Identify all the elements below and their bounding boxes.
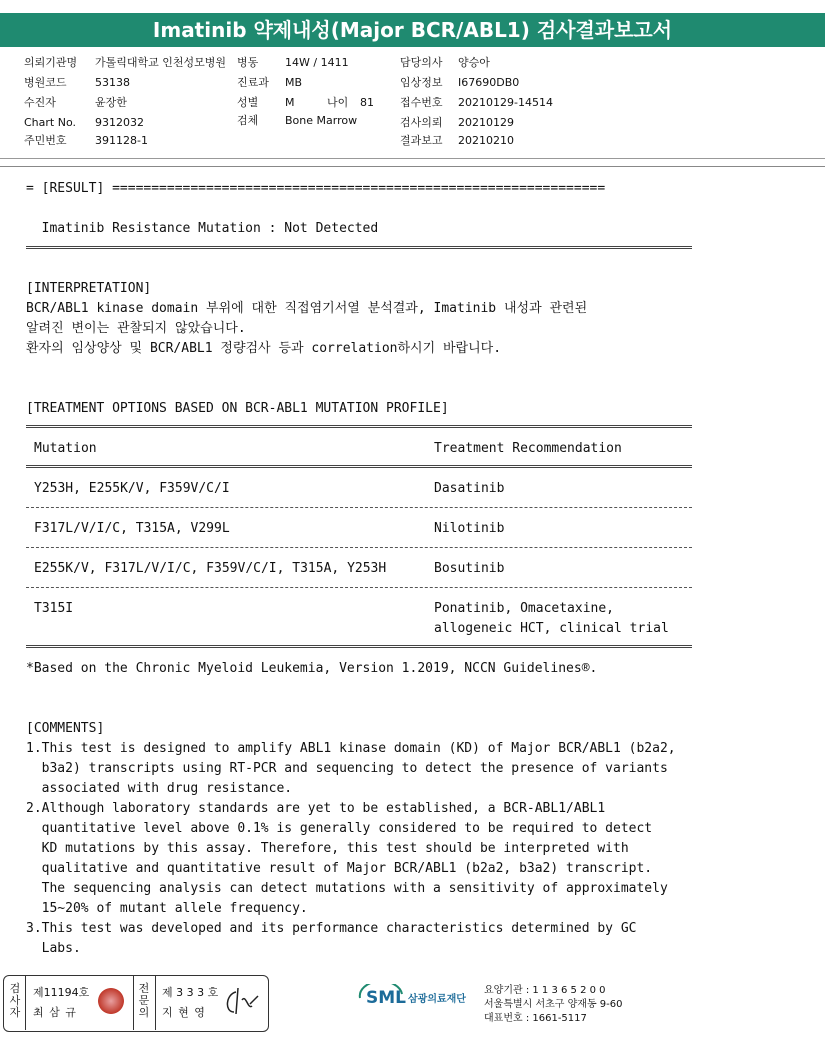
header-divider (0, 158, 825, 159)
header-field-label: 성별 (237, 96, 259, 109)
examiner-number: 제11194호 (33, 986, 90, 999)
comment-line: associated with drug resistance. (26, 781, 293, 796)
comment-line: 1.This test is designed to amplify ABL1 kinase domain (KD) of Major BCR/ABL1 (b2a2, (26, 741, 676, 756)
header-field-value: 20210210 (458, 134, 514, 147)
comment-line: 15~20% of mutant allele frequency. (26, 901, 308, 916)
header-field-label: 주민번호 (24, 134, 67, 147)
signature-icon (222, 984, 262, 1020)
divider (25, 976, 26, 1030)
divider (133, 976, 134, 1030)
header-field-label: 의뢰기관명 (24, 56, 78, 69)
interpretation-line-3: 환자의 임상양상 및 BCR/ABL1 정량검사 등과 correlation하시기 바랍니다. (26, 341, 502, 356)
header-field-value: 53138 (95, 76, 130, 89)
table-row-mutation: E255K/V, F317L/V/I/C, F359V/C/I, T315A, Y253H (34, 561, 387, 576)
header-field-label: 병원코드 (24, 76, 67, 89)
header-field-value: 양승아 (458, 56, 490, 69)
interpretation-header: [INTERPRETATION] (26, 281, 152, 296)
interpretation-line-2: 알려진 변이는 관찰되지 않았습니다. (26, 321, 246, 336)
header-field-label: 검체 (237, 114, 259, 127)
specialist-label: 전 문 의 (138, 982, 150, 1019)
header-field-label: 임상정보 (400, 76, 443, 89)
header-field-value: 20210129-14514 (458, 96, 553, 109)
table-row-recommendation: allogeneic HCT, clinical trial (434, 621, 669, 636)
org-address: 서울특별시 서초구 양재동 9-60 (484, 999, 623, 1010)
specialist-number: 제 3 3 3 호 (162, 986, 219, 999)
table-row-mutation: T315I (34, 601, 74, 616)
comments-header: [COMMENTS] (26, 721, 105, 736)
table-row-recommendation: Nilotinib (434, 521, 505, 536)
table-row-divider (26, 507, 692, 508)
header-field-label: 병동 (237, 56, 259, 69)
table-row-divider (26, 587, 692, 588)
treatment-header: [TREATMENT OPTIONS BASED ON BCR-ABL1 MUTATION PROFILE] (26, 401, 449, 416)
table-header-mutation: Mutation (34, 441, 97, 456)
header-field-value: 윤장한 (95, 96, 127, 109)
header-field-value: M (285, 96, 295, 109)
org-code: 요양기관 : 1 1 3 6 5 2 0 0 (484, 985, 606, 996)
header-field-label: 검사의뢰 (400, 116, 443, 129)
table-row-mutation: Y253H, E255K/V, F359V/C/I (34, 481, 230, 496)
table-bottom-divider (26, 645, 692, 648)
comment-line: b3a2) transcripts using RT-PCR and sequencing to detect the presence of variants (26, 761, 668, 776)
age-label: 나이 (327, 96, 349, 109)
table-row-recommendation: Ponatinib, Omacetaxine, (434, 601, 615, 616)
header-field-label: 담당의사 (400, 56, 443, 69)
divider (155, 976, 156, 1030)
footnote: *Based on the Chronic Myeloid Leukemia, Version 1.2019, NCCN Guidelines®. (26, 661, 598, 676)
result-header: = [RESULT] =============================================================== (26, 181, 606, 196)
comment-line: 2.Although laboratory standards are yet to be established, a BCR-ABL1/ABL1 (26, 801, 606, 816)
header-field-label: 수진자 (24, 96, 56, 109)
header-field-value: I67690DB0 (458, 76, 520, 89)
comment-line: The sequencing analysis can detect mutations with a sensitivity of approximately (26, 881, 668, 896)
comment-line: 3.This test was developed and its performance characteristics determined by GC (26, 921, 637, 936)
header-field-value: 391128-1 (95, 134, 148, 147)
result-divider (26, 246, 692, 249)
interpretation-line-1: BCR/ABL1 kinase domain 부위에 대한 직접염기서열 분석결과, Imatinib 내성과 관련된 (26, 301, 588, 316)
table-row-recommendation: Bosutinib (434, 561, 505, 576)
examiner-name: 최 삼 규 (33, 1006, 77, 1019)
header-field-label: Chart No. (24, 116, 76, 129)
comment-line: KD mutations by this assay. Therefore, this test should be interpreted with (26, 841, 629, 856)
header-field-value: 14W / 1411 (285, 56, 349, 69)
org-name: 삼광의료재단 (408, 994, 466, 1005)
header-field-label: 결과보고 (400, 134, 443, 147)
sml-logo-text: SML (366, 988, 406, 1008)
header-field-label: 진료과 (237, 76, 269, 89)
header-field-value: 가톨릭대학교 인천성모병원 (95, 56, 227, 69)
table-header-divider (26, 465, 692, 468)
header-field-label: 접수번호 (400, 96, 443, 109)
table-header-recommendation: Treatment Recommendation (434, 441, 622, 456)
comment-line: qualitative and quantitative result of Major BCR/ABL1 (b2a2, b3a2) transcript. (26, 861, 653, 876)
header-field-value: MB (285, 76, 303, 89)
comment-line: quantitative level above 0.1% is generally considered to be required to detect (26, 821, 653, 836)
header-field-value: Bone Marrow (285, 114, 358, 127)
table-top-divider (26, 425, 692, 428)
header-field-value: 20210129 (458, 116, 514, 129)
table-row-mutation: F317L/V/I/C, T315A, V299L (34, 521, 230, 536)
comment-line: Labs. (26, 941, 81, 956)
age-value: 81 (360, 96, 374, 109)
org-phone: 대표번호 : 1661-5117 (484, 1013, 587, 1024)
examiner-seal-icon (96, 986, 126, 1016)
specialist-name: 지 현 영 (162, 1006, 206, 1019)
table-row-divider (26, 547, 692, 548)
examiner-label: 검 사 자 (9, 982, 21, 1019)
header-field-value: 9312032 (95, 116, 144, 129)
result-text: Imatinib Resistance Mutation : Not Detected (26, 221, 379, 236)
table-row-recommendation: Dasatinib (434, 481, 505, 496)
report-title: Imatinib 약제내성(Major BCR/ABL1) 검사결과보고서 (0, 13, 825, 47)
